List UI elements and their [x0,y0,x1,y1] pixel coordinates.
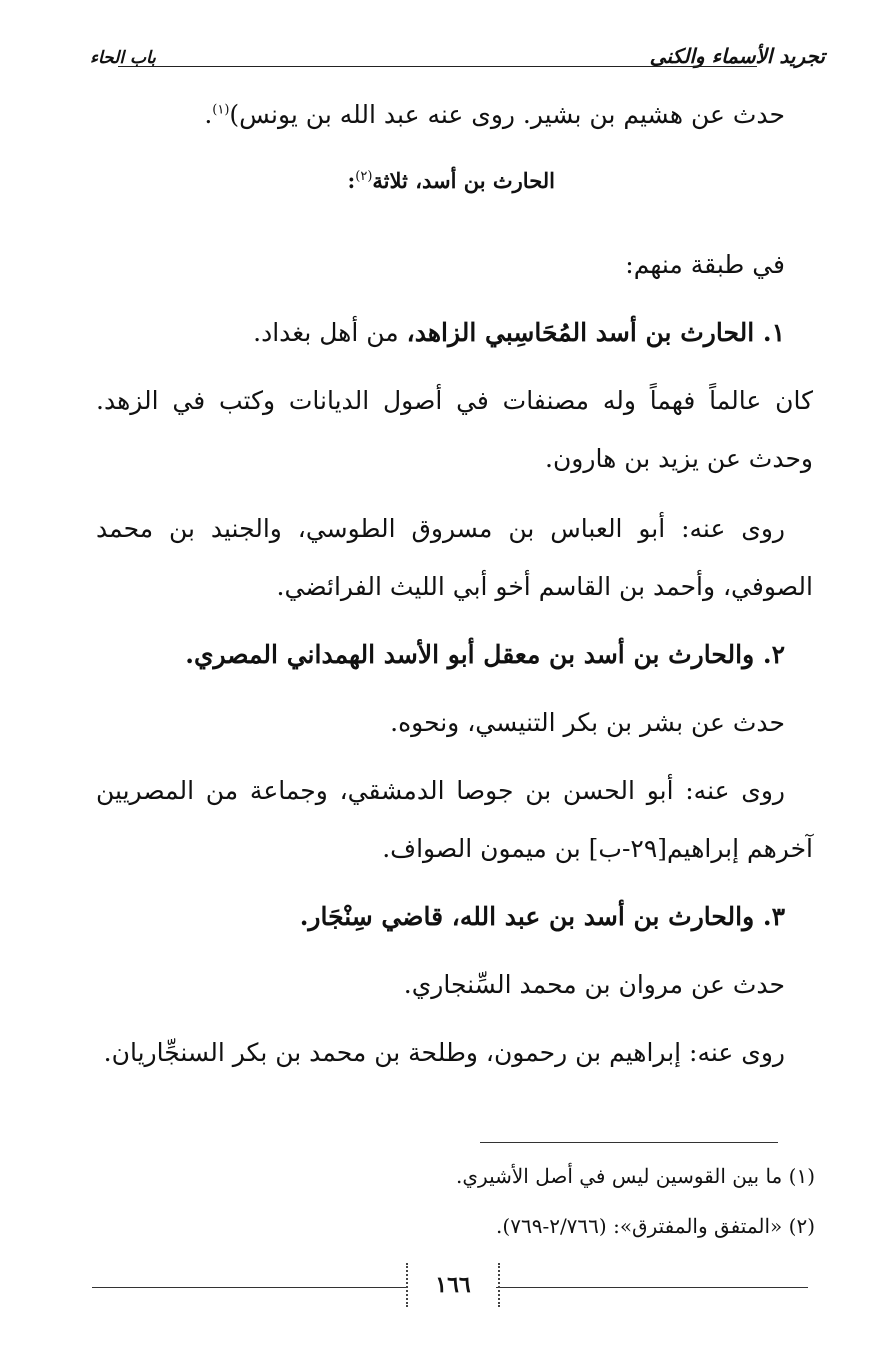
entry-1-para-1-line-2: وحدث عن يزيد بن هارون. [545,444,813,473]
bottom-rule-right [496,1287,808,1288]
entry-3-para-2: روى عنه: إبراهيم بن رحمون، وطلحة بن محمد بن بكر السنجِّاريان. [103,1038,785,1067]
entry-1-para-2-line-2: الصوفي، وأحمد بن القاسم أخو أبي الليث الفرائضي. [276,572,813,601]
entry-heading [348,168,555,193]
entry-heading-end: : [347,168,356,193]
entry-1-title: ١. الحارث بن أسد المُحَاسِبي الزاهد، [406,318,785,347]
entry-1-para-2-line-1: روى عنه: أبو العباس بن مسروق الطوسي، والجنيد بن محمد [96,514,785,543]
footnote-ref-2: (٢) [355,169,373,184]
intro-line: في طبقة منهم: [625,250,785,279]
entry-1-title-line [253,318,785,347]
header-rule [118,66,757,67]
entry-1-para-1-line-1: كان عالماً فهماً وله مصنفات في أصول الديانات وكتب في الزهد. [96,386,813,415]
bottom-rule-left [92,1287,406,1288]
entry-1-title-rest: من أهل بغداد. [253,318,407,347]
entry-heading-text: الحارث بن أسد، ثلاثة [372,168,555,193]
header-book-title: تجريد الأسماء والكنى [649,44,825,68]
footnote-1: (١) ما بين القوسين ليس في أصل الأشيري. [456,1164,815,1188]
entry-2-para-2-line-2: آخرهم إبراهيم[٢٩-ب] بن ميمون الصواف. [382,834,813,863]
header-chapter: باب الحاء [90,48,156,68]
page-number: ١٦٦ [406,1263,500,1307]
entry-3-title: ٣. والحارث بن أسد بن عبد الله، قاضي سِنْجَار. [299,902,785,931]
body-line-1-text: حدث عن هشيم بن بشير. روى عنه عبد الله بن يونس) [229,100,785,129]
footnote-ref-1: (١) [212,102,230,118]
entry-3-para-1: حدث عن مروان بن محمد السِّنجاري. [403,970,785,999]
entry-2-title: ٢. والحارث بن أسد بن معقل أبو الأسد الهمداني المصري. [185,640,785,669]
entry-2-para-1: حدث عن بشر بن بكر التنيسي، ونحوه. [390,708,785,737]
body-line-1 [204,100,785,129]
entry-2-para-2-line-1: روى عنه: أبو الحسن بن جوصا الدمشقي، وجماعة من المصريين [96,776,785,805]
body-line-1-end: . [204,100,213,129]
footnote-separator [480,1142,778,1143]
footnote-2: (٢) «المتفق والمفترق»: (٢/٧٦٦-٧٦٩). [496,1214,815,1238]
